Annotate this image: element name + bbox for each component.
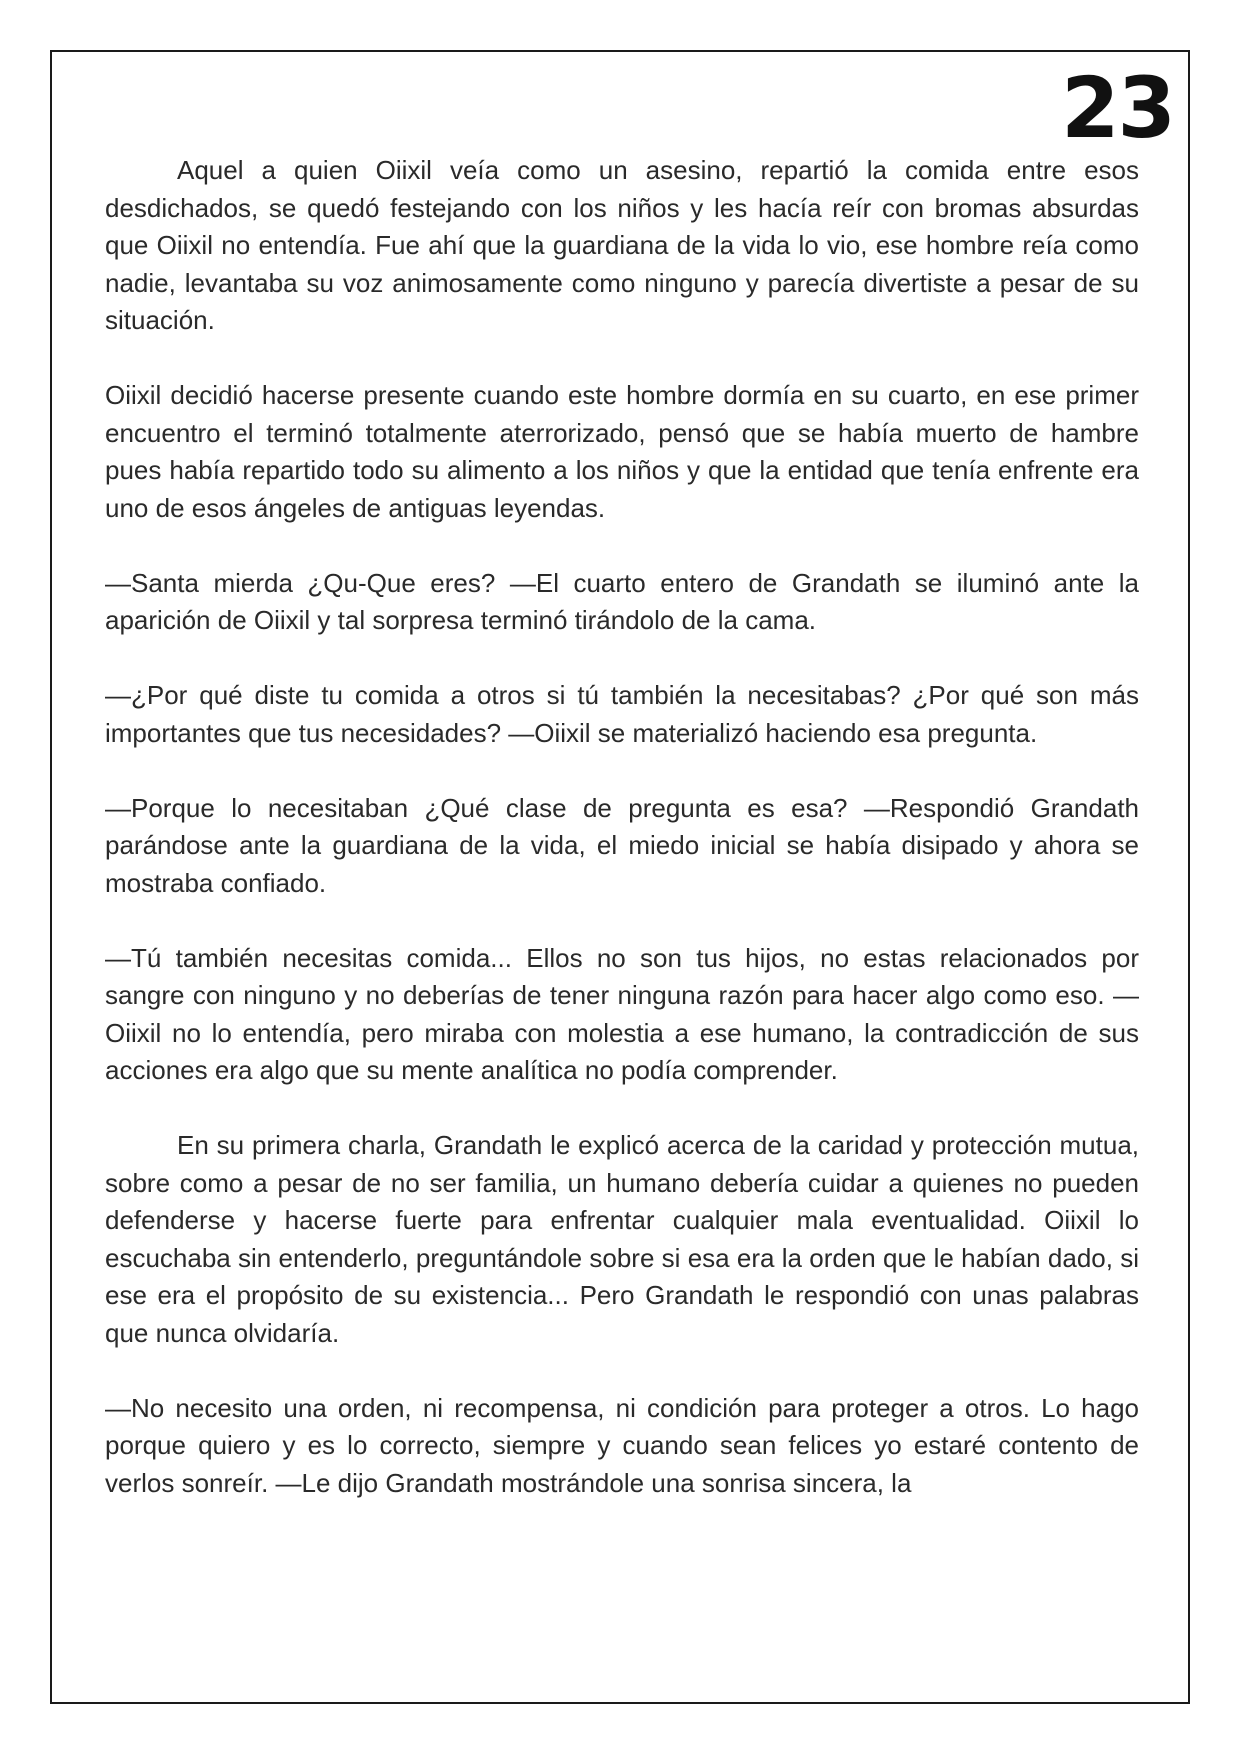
page-frame <box>50 50 1190 1704</box>
paragraph: —Porque lo necesitaban ¿Qué clase de pregunta es esa? —Respondió Grandath parándose ante la guardiana de la vida, el miedo inicial se había disipado y ahora se mostraba confiado. <box>105 792 1139 898</box>
paragraph: Aquel a quien Oiixil veía como un asesino, repartió la comida entre esos desdichados, se quedó festejando con los niños y les hacía reír con bromas absurdas que Oiixil no entendía. Fue ahí que la guardiana de la vida lo vio, ese hombre reía como nadie, levantaba su voz animosamente como ninguno y parecía divertiste a pesar de su situación. <box>105 155 1139 335</box>
paragraph: Oiixil decidió hacerse presente cuando este hombre dormía en su cuarto, en ese primer encuentro el terminó totalmente aterrorizado, pensó que se había muerto de hambre pues había repartido todo su alimento a los niños y que la entidad que tenía enfrente era uno de esos ángeles de antiguas leyendas. <box>105 380 1139 523</box>
paragraph: En su primera charla, Grandath le explicó acerca de la caridad y protección mutua, sobre como a pesar de no ser familia, un humano debería cuidar a quienes no pueden defenderse y hacerse fuerte para enfrentar cualquier mala eventualidad. Oiixil lo escuchaba sin entenderlo, preguntándole sobre si esa era la orden que le habían dado, si ese era el propósito de su existencia... Pero Grandath le respondió con unas palabras que nunca olvidaría. <box>105 1130 1139 1348</box>
paragraph: —Santa mierda ¿Qu-Que eres? —El cuarto entero de Grandath se iluminó ante la aparición de Oiixil y tal sorpresa terminó tirándolo de la cama. <box>105 567 1139 635</box>
paragraph: —No necesito una orden, ni recompensa, ni condición para proteger a otros. Lo hago porque quiero y es lo correcto, siempre y cuando sean felices yo estaré contento de verlos sonreír. —Le dijo Grandath mostrándole una sonrisa sincera, la <box>105 1392 1139 1498</box>
paragraph: —Tú también necesitas comida... Ellos no son tus hijos, no estas relacionados por sangre con ninguno y no deberías de tener ninguna razón para hacer algo como eso. —Oiixil no lo entendía, pero miraba con molestia a ese humano, la contradicción de sus acciones era algo que su mente analítica no podía comprender. <box>105 942 1139 1085</box>
text-body <box>105 152 1139 1502</box>
page-number: 23 <box>1061 59 1174 157</box>
paragraph: —¿Por qué diste tu comida a otros si tú también la necesitabas? ¿Por qué son más importantes que tus necesidades? —Oiixil se materializó haciendo esa pregunta. <box>105 680 1139 748</box>
